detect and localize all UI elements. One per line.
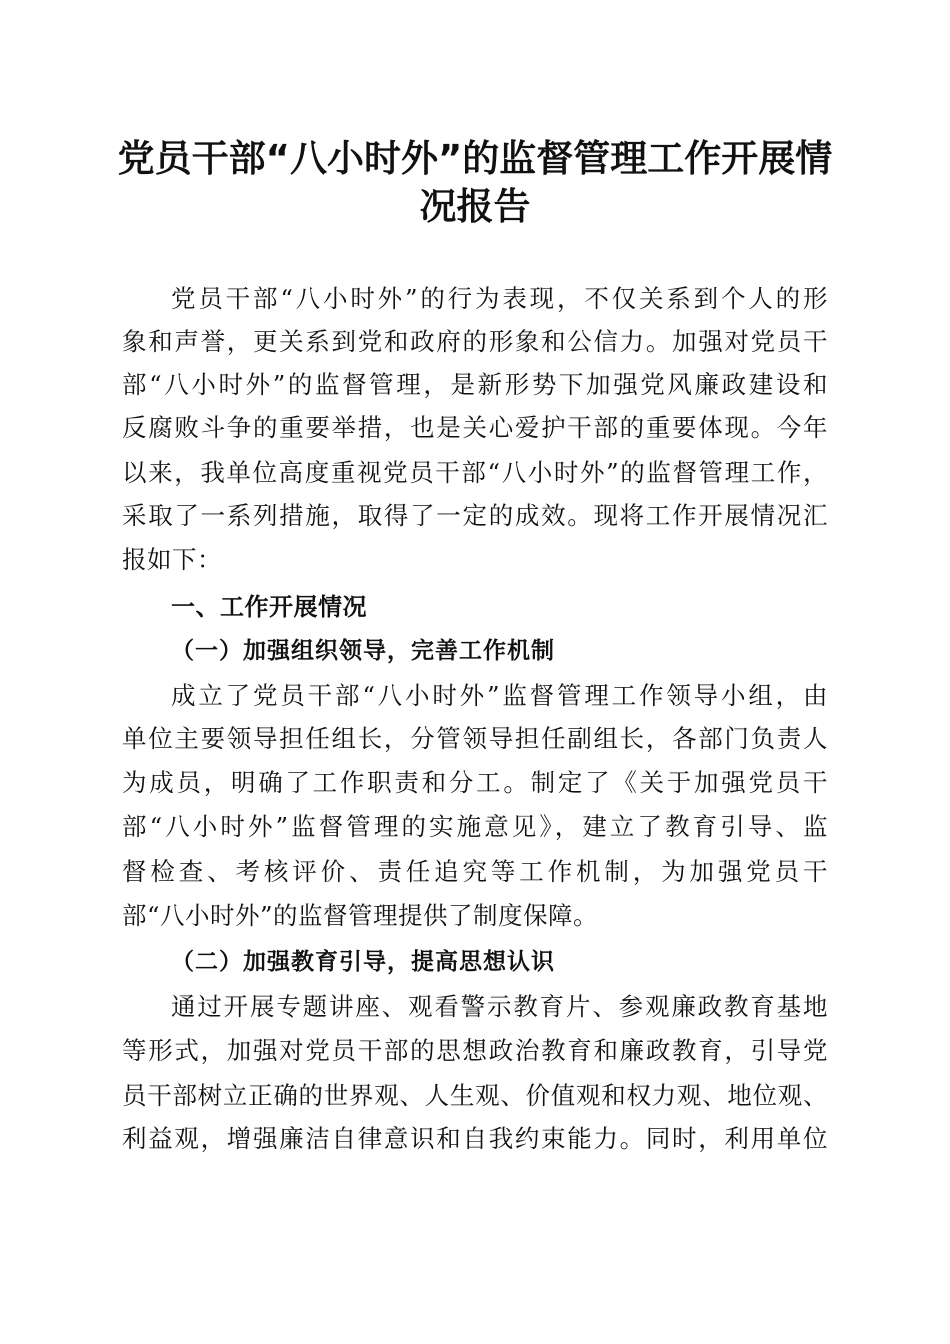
intro-paragraph-line: 报如下：	[122, 545, 222, 574]
subsection-2-line: 利益观，增强廉洁自律意识和自我约束能力。同时，利用单位	[122, 1124, 828, 1153]
intro-paragraph-line: 采取了一系列措施，取得了一定的成效。现将工作开展情况汇	[122, 501, 828, 530]
subsection-1-line: 督检查、考核评价、责任追究等工作机制，为加强党员干	[122, 857, 828, 886]
subsection-1-line: 部“八小时外”监督管理的实施意见》，建立了教育引导、监	[122, 812, 828, 841]
subsection-2-line: 通过开展专题讲座、观看警示教育片、参观廉政教育基地	[171, 992, 828, 1021]
subsection-heading: （一）加强组织领导，完善工作机制	[171, 637, 555, 664]
subsection-1-line: 单位主要领导担任组长，分管领导担任副组长，各部门负责人	[122, 724, 828, 753]
subsection-1-line: 成立了党员干部“八小时外”监督管理工作领导小组，由	[171, 681, 828, 710]
intro-paragraph-line: 党员干部“八小时外”的行为表现，不仅关系到个人的形	[171, 284, 828, 313]
document-title-line-2: 况报告	[419, 185, 531, 228]
intro-paragraph-line: 象和声誉，更关系到党和政府的形象和公信力。加强对党员干	[122, 327, 828, 356]
subsection-2-line: 等形式，加强对党员干部的思想政治教育和廉政教育，引导党	[122, 1036, 828, 1065]
subsection-heading: （二）加强教育引导，提高思想认识	[171, 948, 555, 975]
document-title-line-1: 党员干部“八小时外”的监督管理工作开展情	[117, 137, 833, 180]
intro-paragraph-line: 部“八小时外”的监督管理，是新形势下加强党风廉政建设和	[122, 370, 828, 399]
section-heading: 一、工作开展情况	[171, 593, 367, 621]
subsection-2-line: 员干部树立正确的世界观、人生观、价值观和权力观、地位观、	[122, 1081, 828, 1110]
intro-paragraph-line: 反腐败斗争的重要举措，也是关心爱护干部的重要体现。今年	[122, 413, 828, 442]
intro-paragraph-line: 以来，我单位高度重视党员干部“八小时外”的监督管理工作，	[122, 458, 828, 487]
subsection-1-line: 为成员，明确了工作职责和分工。制定了《关于加强党员干	[122, 768, 828, 797]
subsection-1-line: 部“八小时外”的监督管理提供了制度保障。	[122, 901, 599, 930]
